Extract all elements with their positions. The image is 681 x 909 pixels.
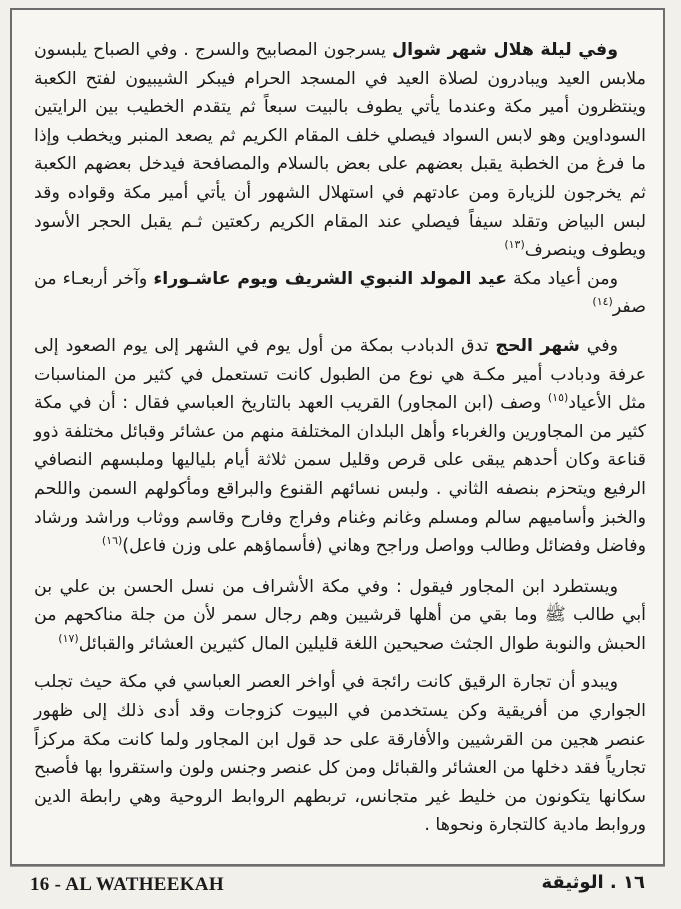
paragraph-1: [34, 36, 646, 265]
paragraph-text: وآخر أربعـاء من صفر: [34, 268, 646, 318]
page-frame: [10, 8, 665, 866]
footer-page-number: ١٦ . الوثيقة: [541, 872, 645, 893]
paragraph-2: [34, 265, 646, 322]
paragraph-text: ومن أعياد مكة: [507, 268, 619, 289]
bold-phrase: شهر الحج: [495, 335, 580, 356]
footnote-marker: (١٣): [504, 238, 525, 252]
footnote-marker: (١٥): [547, 391, 569, 405]
footer-divider: [10, 866, 665, 867]
footnote-marker: (١٦): [101, 534, 123, 548]
footer-magazine-name: 16 - AL WATHEEKAH: [30, 874, 224, 895]
paragraph-text: ويستطرد ابن المجاور فيقول : وفي مكة الأشراف من نسل الحسن بن علي بن أبي طالب ﷺ وما بقي من أهلها قرشيين وهم رجال سمر لأن من جلة مناكحهم من الحبش والنوبة طوال الجثث صحيحين اللغة قليلين المال كثيرين العشائر والقبائل: [34, 576, 646, 654]
footnote-marker: (١٧): [58, 632, 79, 646]
paragraph-text: يسرجون المصابيح والسرج . وفي الصباح يلبسون ملابس العيد ويبادرون لصلاة العيد في المسجد الحرام فيبكر الشيبيون لفتح الكعبة وينتظرون أمير مكة وعندما يأتي يطوف بالبيت سبعاً ثم يتقدم الخطيب بين الرايتين السوداوين وهو لابس السواد فيصلي خلف المقام الكريم ثم يصعد المنبر ويخطب وإذا ما فرغ من الخطبة يقبل بعضهم على بعض بالسلام والمصافحة فيدخل بعضهم الكعبة ثم يخرجون للزيارة ومن عادتهم في استهلال الشهور أن يأتي أمير مكة وقواده وقد لبس البياض وتقلد سيفاً فيصلي عند المقام الكريم ركعتين ثـم يقبل الحجر الأسود ويطوف وينصرف: [34, 40, 646, 261]
paragraph-4: [34, 573, 646, 659]
bold-phrase: عيد المولد النبوي الشريف ويوم عاشـوراء: [153, 268, 508, 289]
paragraph-text: وصف (ابن المجاور) القريب العهد بالتاريخ العباسي فقال : أن في مكة كثير من المجاورين والغرباء وأهل البلدان المختلفة منهم من عشائر وقبائل مختلفة ذوو قناعة وكان أحدهم يبقى على قرص وقليل سمن ثلاثة أيام بلياليها وملبسهم النصافي الرفيع ويتحزم بنصفه الثاني . ولبس نسائهم القنوع والبراقع ومأكولهم السمن واللحم والخبز وأساميهم سالم ومسلم وغانم وغنام وفراج وفارح وقاسم ووثاب وراشد ورشاد وفاضل وفضائل وطالب وواصل وراجح وهاني (فأسماؤهم على وزن فاعل): [34, 393, 646, 557]
paragraph-text: تدق الدبادب بمكة من أول يوم في الشهر إلى يوم الصعود إلى عرفة ودبادب أمير مكـة هي نوع من الطبول كانت تستعمل في كثير من المناسبات مثل الأعياد: [34, 335, 646, 414]
bold-phrase: وفي ليلة هلال شهر شوال: [392, 40, 619, 60]
footnote-marker: (١٤): [592, 295, 613, 309]
paragraph-text: وفي: [579, 335, 618, 356]
paragraph-text: ويبدو أن تجارة الرقيق كانت رائجة في أواخر العصر العباسي في مكة حيث تجلب الجواري من أفريقية وكن يستخدمن في البيوت كزوجات وقد أدى ذلك إلى ظهور عنصر هجين من القرشيين والأفارقة على حد قول ابن المجاور ولما كانت مكة مركزاً تجارياً فقد دخلها من العشائر والقبائل ومن كل عنصر وجنس ولون واستقروا بها فأصبح سكانها يتكونون من خليط غير متجانس، تربطهم الروابط الروحية وهي رابطة الدين وروابط مادية كالتجارة ونحوها .: [34, 672, 646, 836]
paragraph-5: [34, 668, 646, 840]
paragraph-3: [34, 332, 646, 561]
article-body: [34, 36, 646, 840]
